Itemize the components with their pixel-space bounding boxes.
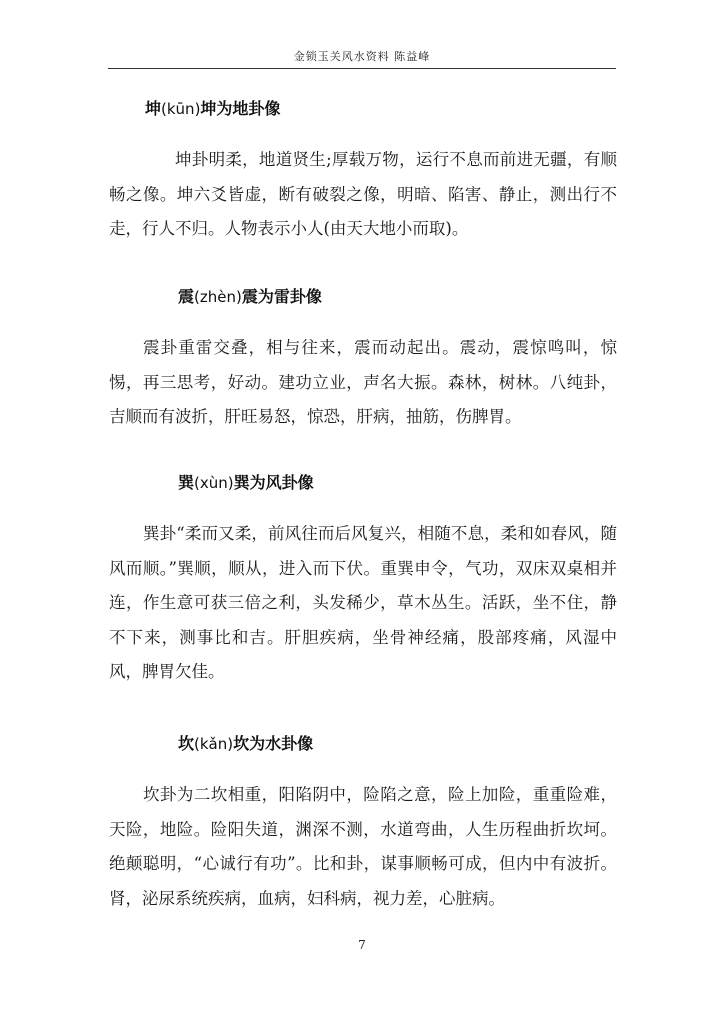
section-body-xun: 巽卦“柔而又柔，前风往而后风复兴，相随不息，柔和如春风，随风而顺。”巽顺，顺从，进入而下伏。重巽申令，气功，双床双桌相并连，作生意可获三倍之利，头发稀少，草木丛生。活跃，坐不住，静不下来，测事比和吉。肝胆疾病，坐骨神经痛，股部疼痛，风湿中风，脾胃欠佳。: [109, 524, 617, 681]
section-body-kun: 坤卦明柔，地道贤生;厚载万物，运行不息而前进无疆，有顺畅之像。坤六爻皆虚，断有破裂之像，明暗、陷害、静止，测出行不走，行人不归。人物表示小人(由天大地小而取)。: [109, 150, 617, 238]
section-title-zhen: [178, 284, 322, 307]
section-body-kan: 坎卦为二坎相重，阳陷阴中，险陷之意，险上加险，重重险难，天险，地险。险阳失道，渊深不测，水道弯曲，人生历程曲折坎坷。绝颠聪明，“心诚行有功”。比和卦，谋事顺畅可成，但内中有波折。肾，泌尿系统疾病，血病，妇科病，视力差，心脏病。: [109, 785, 617, 908]
header-divider: [108, 68, 616, 69]
section-title-char: 震: [178, 287, 195, 306]
section-title-text: 震为雷卦像: [241, 287, 322, 306]
section-title-xun: [178, 470, 314, 493]
section-title-text: 巽为风卦像: [233, 473, 314, 492]
section-title-char: 巽: [178, 473, 195, 492]
section-title-kun: [145, 96, 280, 119]
section-title-text: 坤为地卦像: [200, 99, 281, 118]
section-body-zhen: 震卦重雷交叠，相与往来，震而动起出。震动，震惊鸣叫，惊惕，再三思考，好动。建功立业，声名大振。森林，树林。八纯卦，吉顺而有波折，肝旺易怒，惊恐，肝病，抽筋，伤脾胃。: [109, 338, 617, 426]
section-title-pinyin: (kūn): [161, 100, 201, 118]
section-title-pinyin: (kǎn): [194, 735, 234, 753]
section-title-pinyin: (zhèn): [194, 288, 242, 306]
running-header: 金锁玉关风水资料 陈益峰: [293, 50, 431, 63]
section-title-char: 坎: [178, 734, 195, 753]
section-title-text: 坎为水卦像: [233, 734, 314, 753]
page-number: 7: [358, 938, 366, 952]
section-title-kan: [178, 731, 313, 754]
section-title-char: 坤: [145, 99, 162, 118]
section-title-pinyin: (xùn): [194, 474, 234, 492]
